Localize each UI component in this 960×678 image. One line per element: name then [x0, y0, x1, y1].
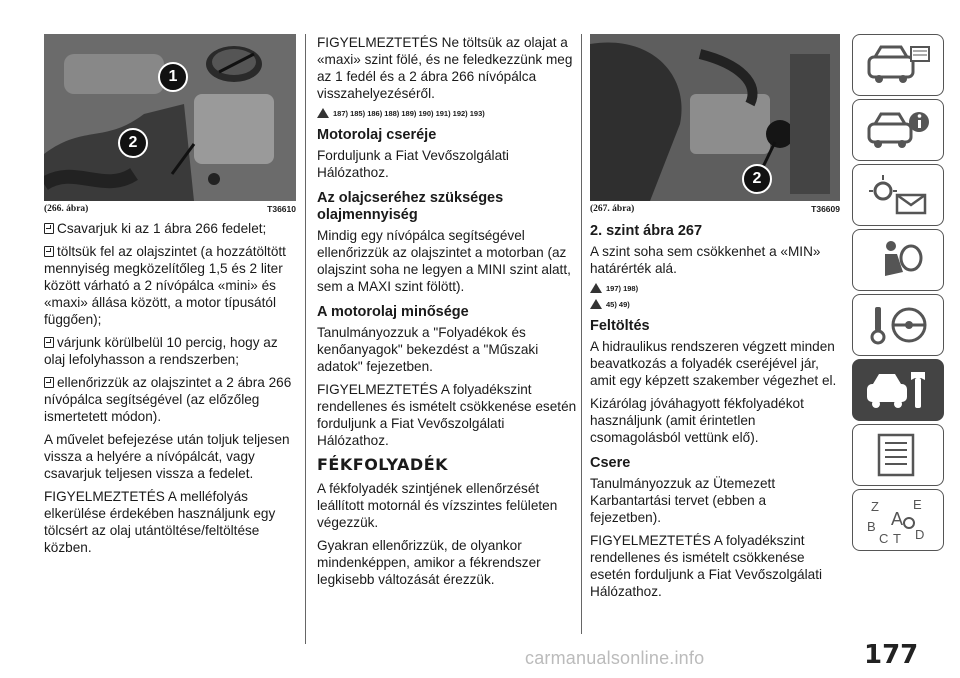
engine-photo-illustration — [44, 34, 296, 201]
svg-text:D: D — [915, 527, 925, 542]
lights-message-icon — [863, 173, 933, 217]
heading-filling: Feltöltés — [590, 318, 650, 334]
tab-index[interactable] — [852, 489, 944, 551]
bullet-item: töltsük fel az olajszintet (a hozzátöltött mennyiség megközelítőleg 1,5 és 2 liter között várható a 2 nívópálca «mini» és «maxi» állása között, a motor típusától függően); — [44, 244, 286, 327]
airbag-passenger-icon — [863, 238, 933, 282]
tab-lights-messages[interactable] — [852, 164, 944, 226]
tab-car-info[interactable] — [852, 99, 944, 161]
checkbox-bullet-icon — [44, 223, 54, 234]
paragraph-brake-check: A fékfolyadék szintjének ellenőrzését leállított motornál és vízszintes felületen végezzük. — [317, 481, 558, 530]
car-info-icon — [863, 108, 933, 152]
heading-brake-fluid: FÉKFOLYADÉK — [317, 455, 449, 474]
svg-text:Z: Z — [871, 499, 879, 514]
watermark: carmanualsonline.info — [525, 648, 705, 668]
heading-change: Csere — [590, 455, 631, 471]
figure-267-brake-photo — [590, 34, 840, 201]
paragraph-filling-1: A hidraulikus rendszeren végzett minden beavatkozás a folyadék cseréjével jár, amit egy képzett szakember végezhet el. — [590, 339, 837, 388]
paragraph-oil-change: Forduljunk a Fiat Vevőszolgálati Hálózathoz. — [317, 148, 509, 180]
figure-caption-label: (266. ábra) — [44, 204, 89, 214]
car-wrench-icon — [863, 368, 933, 412]
page-number: 177 — [864, 640, 919, 670]
warning-triangle-icon — [317, 108, 329, 118]
column-right — [590, 34, 840, 606]
svg-text:T: T — [893, 531, 901, 545]
svg-text:A: A — [891, 509, 904, 529]
checkbox-bullet-icon — [44, 377, 54, 388]
reference-notes: 45) 49) — [590, 299, 840, 309]
paragraph-filling-2: Kizárólag jóváhagyott fékfolyadékot használjunk (amit érintetlen csomagolásból vettünk elő). — [590, 396, 804, 445]
heading-oil-quantity: Az olajcseréhez szükséges olajmennyiség — [317, 190, 504, 223]
paragraph-oil-quantity: Mindig egy nívópálca segítségével ellenőrizzük az olajszintet a motorban (az olajszint soha ne legyen a MINI szint alatt, sem a MAXI szint fölött). — [317, 228, 571, 294]
warning-triangle-icon — [590, 283, 602, 293]
paragraph-warning-funnel: FIGYELMEZTETÉS A melléfolyás elkerülése érdekében használjunk egy tölcsért az olaj utántöltése/feltöltése közben. — [44, 489, 276, 555]
figure-266-caption — [44, 204, 296, 214]
column-middle — [317, 34, 579, 594]
svg-text:B: B — [867, 519, 876, 534]
bullet-item: várjunk körülbelül 10 percig, hogy az olaj lefolyhasson a rendszerben; — [44, 335, 278, 367]
warning-triangle-icon — [590, 299, 602, 309]
figure-caption-label: (267. ábra) — [590, 204, 635, 214]
tab-maintenance[interactable] — [852, 359, 944, 421]
checkbox-bullet-icon — [44, 246, 54, 257]
paragraph-warning-level: FIGYELMEZTETÉS A folyadékszint rendellenes és ismételt csökkenése esetén forduljunk a Fiat Vevőszolgálati Hálózathoz. — [317, 382, 577, 448]
chapter-tab-sidebar — [852, 34, 944, 554]
index-alphabet-icon — [863, 495, 933, 545]
bullet-item: ellenőrizzük az olajszintet a 2 ábra 266 nívópálca segítségével (az előzőleg ismertetett módon). — [44, 375, 292, 424]
car-dashboard-icon — [863, 43, 933, 87]
bullet-item: Csavarjuk ki az 1 ábra 266 fedelet; — [44, 220, 296, 237]
figure-marker-1: 1 — [158, 62, 188, 92]
heading-oil-change: Motorolaj cseréje — [317, 127, 437, 143]
figure-code: T36610 — [267, 204, 296, 214]
paragraph-change-2: FIGYELMEZTETÉS A folyadékszint rendellenes és ismételt csökkenése esetén forduljunk a Fiat Vevőszolgálati Hálózathoz. — [590, 533, 822, 599]
svg-text:C: C — [879, 531, 889, 545]
figure-266-engine-photo — [44, 34, 296, 201]
checkbox-bullet-icon — [44, 337, 54, 348]
tab-car-dashboard[interactable] — [852, 34, 944, 96]
column-divider — [581, 34, 582, 634]
paragraph-change-1: Tanulmányozzuk az Ütemezett Karbantartási tervet (ebben a fejezetben). — [590, 476, 776, 525]
figure-267-caption — [590, 204, 840, 214]
column-left — [44, 34, 296, 562]
reference-notes: 197) 198) — [590, 283, 840, 293]
key-steering-wheel-icon — [863, 303, 933, 347]
paragraph-finish: A művelet befejezése után toljuk teljesen vissza a helyére a nívópálcát, vagy csavarjuk teljesen vissza a fedelet. — [44, 432, 290, 481]
figure-marker-2: 2 — [118, 128, 148, 158]
checklist-icon — [863, 433, 933, 477]
tab-technical-data[interactable] — [852, 424, 944, 486]
paragraph-warning-max: FIGYELMEZTETÉS Ne töltsük az olajat a «maxi» szint fölé, és ne feledkezzünk meg az 1 fedél és a 2 ábra 266 nívópálca visszahelyezéséről. — [317, 35, 573, 101]
reference-notes: 187) 185) 186) 188) 189) 190) 191) 192) 193) — [317, 108, 579, 118]
tab-safety[interactable] — [852, 229, 944, 291]
paragraph-level: A szint soha sem csökkenhet a «MIN» határérték alá. — [590, 244, 821, 276]
svg-text:E: E — [913, 497, 922, 512]
heading-oil-quality: A motorolaj minősége — [317, 304, 469, 320]
column-divider — [305, 34, 306, 644]
paragraph-oil-quality: Tanulmányozzuk a "Folyadékok és kenőanyagok" bekezdést a "Műszaki adatok" fejezetben. — [317, 325, 539, 374]
brake-reservoir-photo-illustration — [590, 34, 840, 201]
figure-code: T36609 — [811, 204, 840, 214]
heading-level: 2. szint ábra 267 — [590, 223, 703, 239]
figure-marker-2: 2 — [742, 164, 772, 194]
tab-starting-driving[interactable] — [852, 294, 944, 356]
paragraph-brake-often: Gyakran ellenőrizzük, de olyankor mindenképpen, amikor a fékrendszer legkisebb változását érezzük. — [317, 538, 541, 587]
